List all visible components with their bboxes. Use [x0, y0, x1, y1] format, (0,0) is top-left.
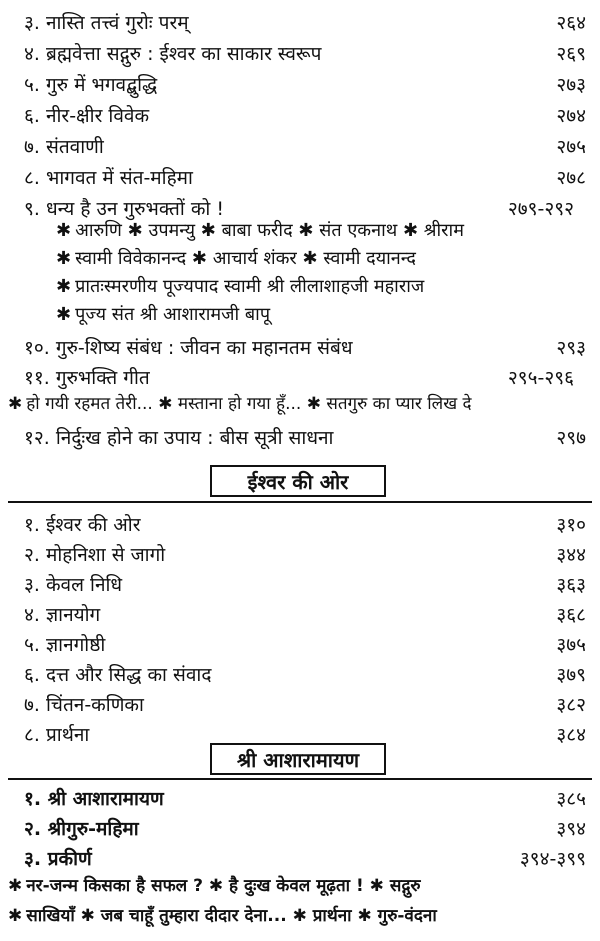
entry-title: ११. गुरुभक्ति गीत	[24, 367, 150, 389]
toc-entry	[0, 538, 600, 568]
asterisk-icon: ✱	[8, 876, 23, 896]
entry-title: ८. भागवत में संत-महिमा	[24, 167, 193, 189]
section-title: ईश्वर की ओर	[247, 469, 349, 494]
toc-entry	[0, 628, 600, 658]
sub-entry: ✱ हो गयी रहमत तेरी... ✱ मस्ताना हो गया हूँ... ✱ सतगुरु का प्यार लिख दे	[8, 394, 472, 414]
asterisk-icon: ✱	[8, 394, 23, 414]
entry-page: २६४	[556, 12, 586, 34]
entry-page: २९५-२९६	[507, 367, 574, 389]
entry-title: ७. चिंतन-कणिका	[24, 694, 144, 716]
toc-entry	[0, 812, 600, 842]
toc-entry	[0, 421, 600, 451]
entry-title: १. श्री आशारामायण	[24, 788, 164, 810]
entry-title: १२. निर्दुःख होने का उपाय : बीस सूत्री साधना	[24, 427, 334, 449]
entry-page: ३९४	[556, 818, 586, 840]
section-heading	[210, 743, 386, 775]
toc-entry	[0, 68, 600, 98]
entry-page: ३८२	[556, 694, 586, 716]
toc-entry	[0, 161, 600, 191]
sub-entry: ✱ प्रातःस्मरणीय पूज्यपाद स्वामी श्री लीलाशाहजी महाराज	[56, 276, 425, 297]
entry-page: ३७९	[556, 664, 586, 686]
entry-page: ३६३	[556, 574, 586, 596]
entry-title: ५. ज्ञानगोष्ठी	[24, 634, 106, 656]
asterisk-icon: ✱	[56, 304, 72, 325]
entry-page: ३८५	[556, 788, 586, 810]
sub-entry: ✱ साखियाँ ✱ जब चाहूँ तुम्हारा दीदार देना... ✱ प्रार्थना ✱ गुरु-वंदना	[8, 906, 437, 926]
entry-title: २. श्रीगुरु-महिमा	[24, 818, 139, 840]
toc-entry	[0, 842, 600, 872]
entry-page: २७९-२९२	[507, 198, 574, 220]
asterisk-icon: ✱	[56, 248, 72, 269]
section-heading	[210, 465, 386, 497]
entry-page: ३१०	[556, 514, 586, 536]
toc-entry	[0, 130, 600, 160]
asterisk-icon: ✱	[56, 220, 72, 241]
sub-entry: ✱ पूज्य संत श्री आशारामजी बापू	[56, 304, 271, 325]
entry-page: २७३	[556, 74, 586, 96]
entry-title: ६. नीर-क्षीर विवेक	[24, 105, 150, 127]
toc-entry	[0, 361, 600, 391]
entry-page: ३४४	[556, 544, 586, 566]
toc-entry	[0, 782, 600, 812]
sub-entry: ✱ आरुणि ✱ उपमन्यु ✱ बाबा फरीद ✱ संत एकनाथ ✱ श्रीराम	[56, 220, 464, 241]
toc-entry	[0, 99, 600, 129]
entry-title: ९. धन्य है उन गुरुभक्तों को !	[24, 198, 225, 220]
toc-entry	[0, 688, 600, 718]
entry-page: २६९	[556, 43, 586, 65]
divider	[8, 501, 592, 503]
entry-title: १०. गुरु-शिष्य संबंध : जीवन का महानतम संबंध	[24, 337, 353, 359]
divider	[8, 778, 592, 780]
entry-title: ८. प्रार्थना	[24, 724, 90, 746]
entry-title: ७. संतवाणी	[24, 136, 104, 158]
entry-title: ४. ब्रह्मवेत्ता सद्गुरु : ईश्वर का साकार स्वरूप	[24, 43, 322, 65]
entry-page: २९७	[556, 427, 586, 449]
entry-title: ३. केवल निधि	[24, 574, 123, 596]
entry-title: १. ईश्वर की ओर	[24, 514, 141, 536]
toc-entry	[0, 331, 600, 361]
sub-entry: ✱ नर-जन्म किसका है सफल ? ✱ है दुःख केवल मूढ़ता ! ✱ सद्गुरु	[8, 876, 421, 896]
toc-entry	[0, 37, 600, 67]
entry-title: ४. ज्ञानयोग	[24, 604, 101, 626]
entry-title: २. मोहनिशा से जागो	[24, 544, 166, 566]
entry-page: ३९४-३९९	[519, 848, 586, 870]
entry-page: २७५	[556, 136, 586, 158]
entry-title: ६. दत्त और सिद्ध का संवाद	[24, 664, 212, 686]
entry-page: २७८	[556, 167, 586, 189]
entry-page: २७४	[556, 105, 586, 127]
asterisk-icon: ✱	[56, 276, 72, 297]
entry-page: ३८४	[556, 724, 586, 746]
toc-entry	[0, 658, 600, 688]
entry-page: ३६८	[556, 604, 586, 626]
toc-entry	[0, 508, 600, 538]
toc-entry	[0, 568, 600, 598]
entry-title: ३. प्रकीर्ण	[24, 848, 92, 870]
entry-page: ३७५	[556, 634, 586, 656]
sub-entry: ✱ स्वामी विवेकानन्द ✱ आचार्य शंकर ✱ स्वामी दयानन्द	[56, 248, 416, 269]
asterisk-icon: ✱	[8, 906, 23, 926]
entry-page: २९३	[556, 337, 586, 359]
entry-title: ५. गुरु में भगवद्बुद्धि	[24, 74, 158, 96]
toc-entry	[0, 598, 600, 628]
entry-title: ३. नास्ति तत्त्वं गुरोः परम्	[24, 12, 189, 34]
section-title: श्री आशारामायण	[236, 747, 360, 772]
toc-entry	[0, 6, 600, 36]
